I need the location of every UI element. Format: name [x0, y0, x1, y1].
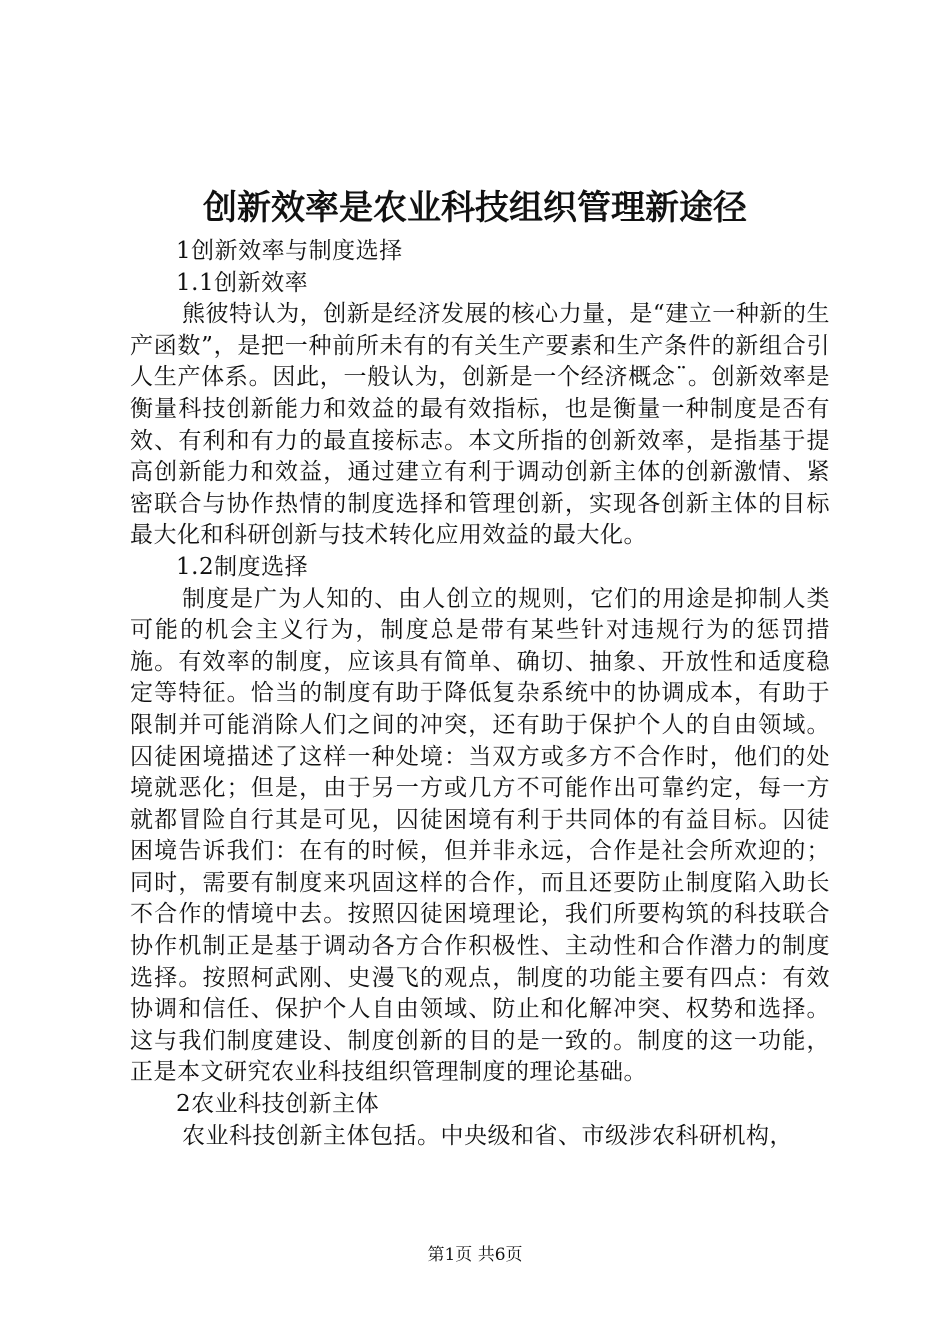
section-heading-1-2: 1.2制度选择 — [176, 553, 309, 580]
paragraph-innovation-subjects: 农业科技创新主体包括。中央级和省、市级涉农科研机构， — [182, 1122, 793, 1149]
section-heading-2: 2农业科技创新主体 — [176, 1091, 380, 1118]
page-footer: 第1页 共6页 — [427, 1245, 523, 1265]
paragraph-institutional-choice: 制度是广为人知的、由人创立的规则，它们的用途是抑制人类可能的机会主义行为，制度总是带有某些针对违规行为的惩罚措施。有效率的制度，应该具有简单、确切、抽象、开放性和适度稳定等特征。恰当的制度有助于降低复杂系统中的协调成本，有助于限制并可能消除人们之间的冲突，还有助于保护个人的自由领域。囚徒困境描述了这样一种处境：当双方或多方不合作时，他们的处境就恶化；但是，由于另一方或几方不可能作出可靠约定，每一方就都冒险自行其是可见，囚徒困境有利于共同体的有益目标。囚徒困境告诉我们：在有的时候，但并非永远，合作是社会所欢迎的；同时，需要有制度来巩固这样的合作，而且还要防止制度陷入助长不合作的情境中去。按照囚徒困境理论，我们所要构筑的科技联合协作机制正是基于调动各方合作积极性、主动性和合作潜力的制度选择。按照柯武刚、史漫飞的观点，制度的功能主要有四点：有效协调和信任、保护个人自由领域、防止和化解冲突、权势和选择。这与我们制度建设、制度创新的目的是一致的。制度的这一功能，正是本文研究农业科技组织管理制度的理论基础。 — [130, 585, 830, 1086]
paragraph-innovation-efficiency: 熊彼特认为，创新是经济发展的核心力量，是“建立一种新的生产函数”，是把一种前所未有的有关生产要素和生产条件的新组合引人生产体系。因此，一般认为，创新是一个经济概念¨。创新效率是衡量科技创新能力和效益的最有效指标，也是衡量一种制度是否有效、有利和有力的最直接标志。本文所指的创新效率，是指基于提高创新能力和效益，通过建立有利于调动创新主体的创新激情、紧密联合与协作热情的制度选择和管理创新，实现各创新主体的目标最大化和科研创新与技术转化应用效益的最大化。 — [130, 301, 830, 549]
section-heading-1-1: 1.1创新效率 — [176, 269, 309, 296]
document-title: 创新效率是农业科技组织管理新途径 — [203, 188, 747, 228]
section-heading-1: 1创新效率与制度选择 — [176, 238, 403, 264]
document-body — [130, 236, 830, 1152]
